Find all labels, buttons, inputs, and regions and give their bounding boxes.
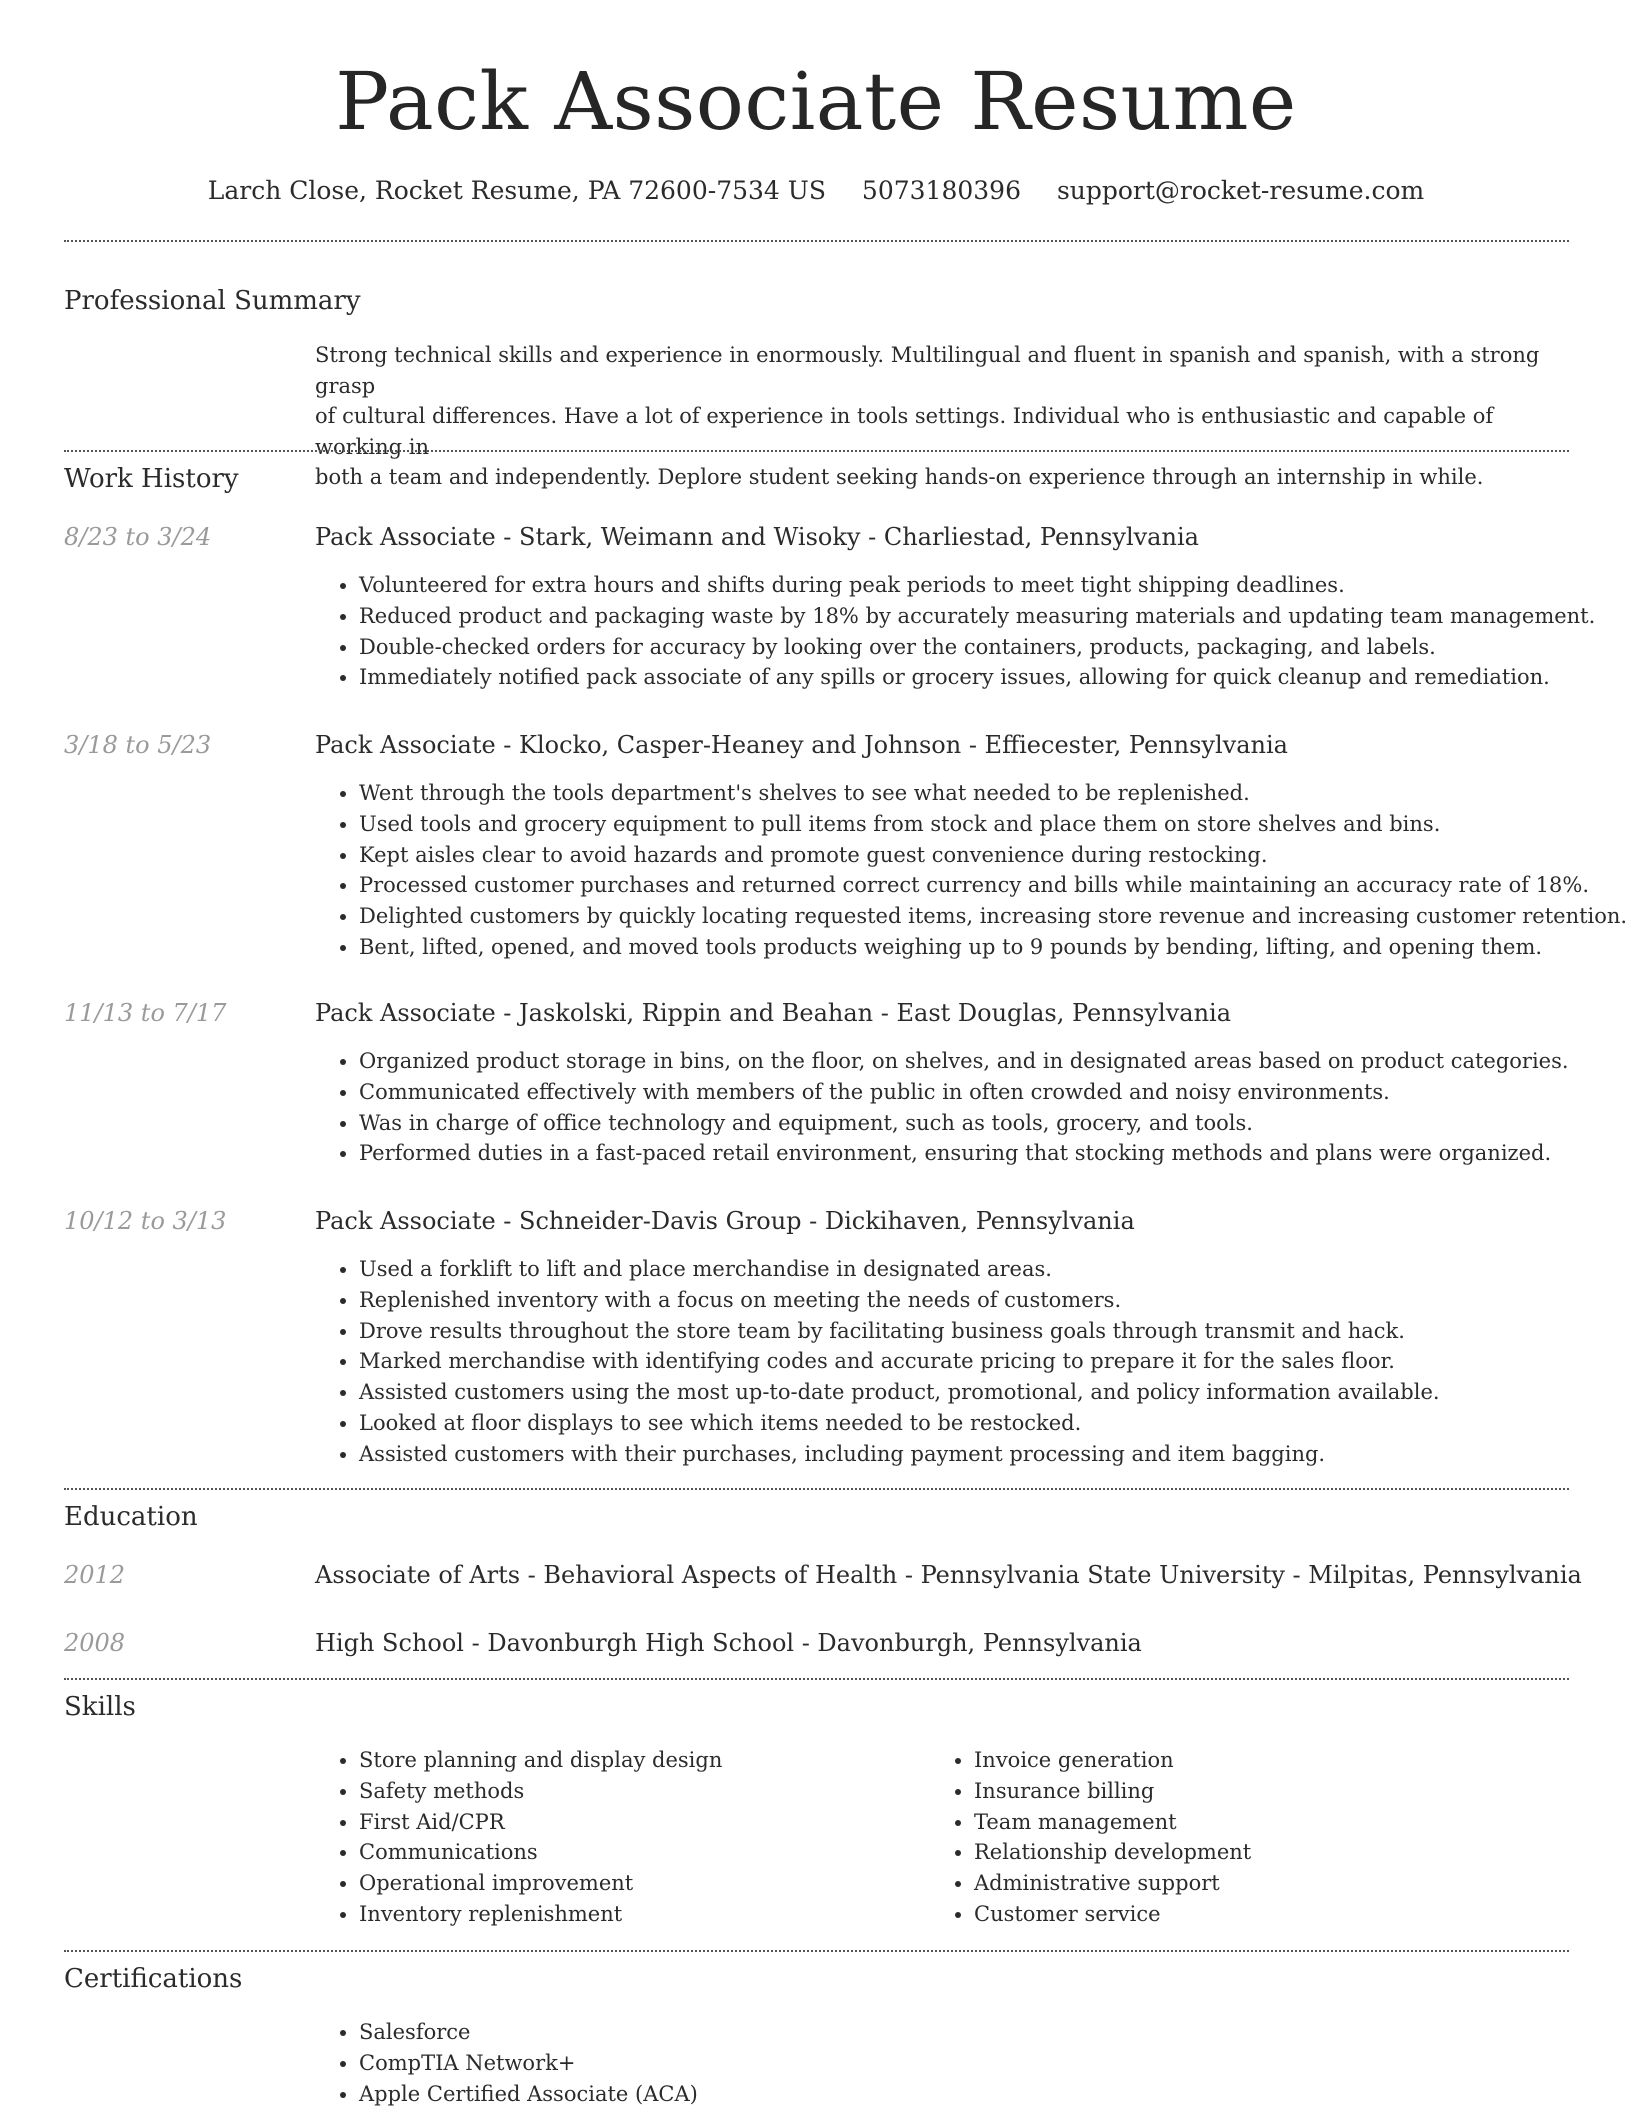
job-dates: 8/23 to 3/24: [64, 523, 212, 551]
summary-line: of cultural differences. Have a lot of experience in tools settings. Individual who is enthusiastic and capable of working in: [315, 404, 1494, 459]
job-bullets: [315, 778, 1627, 963]
divider: [64, 1488, 1569, 1490]
job-dates: 3/18 to 5/23: [64, 731, 212, 759]
job-title: Pack Associate - Klocko, Casper-Heaney and Johnson - Effiecester, Pennsylvania: [315, 731, 1288, 759]
skill-item: • Communications: [359, 1837, 722, 1868]
divider: [64, 450, 1569, 452]
job-bullet: • Volunteered for extra hours and shifts during peak periods to meet tight shipping deadlines.: [359, 570, 1595, 601]
resume-header: [0, 48, 1632, 208]
summary-text: [315, 340, 1575, 493]
skill-item: • Inventory replenishment: [359, 1899, 722, 1930]
certification-item: • CompTIA Network+: [359, 2048, 698, 2079]
section-title-summary: Professional Summary: [64, 286, 361, 316]
skill-item: • Invoice generation: [974, 1745, 1251, 1776]
job-bullet: • Drove results throughout the store team by facilitating business goals through transmit and hack.: [359, 1316, 1440, 1347]
job-bullet: • Used a forklift to lift and place merchandise in designated areas.: [359, 1254, 1440, 1285]
job-bullet: • Replenished inventory with a focus on meeting the needs of customers.: [359, 1285, 1440, 1316]
job-title: Pack Associate - Stark, Weimann and Wisoky - Charliestad, Pennsylvania: [315, 523, 1199, 551]
skill-item: • Team management: [974, 1807, 1251, 1838]
job-dates: 11/13 to 7/17: [64, 999, 227, 1027]
education-year: 2012: [64, 1561, 126, 1589]
skill-item: • Insurance billing: [974, 1776, 1251, 1807]
job-bullet: • Processed customer purchases and returned correct currency and bills while maintaining an accuracy rate of 18%.: [359, 870, 1627, 901]
certification-item: • Apple Certified Associate (ACA): [359, 2079, 698, 2110]
skills-list-right: [930, 1745, 1251, 1930]
job-bullet: • Immediately notified pack associate of any spills or grocery issues, allowing for quick cleanup and remediation.: [359, 662, 1595, 693]
job-bullet: • Went through the tools department's shelves to see what needed to be replenished.: [359, 778, 1627, 809]
job-bullet: • Bent, lifted, opened, and moved tools products weighing up to 9 pounds by bending, lifting, and opening them.: [359, 932, 1627, 963]
education-entry: Associate of Arts - Behavioral Aspects of Health - Pennsylvania State University - Milpitas, Pennsylvania: [315, 1561, 1582, 1589]
section-title-certifications: Certifications: [64, 1964, 243, 1994]
job-bullet: • Communicated effectively with members of the public in often crowded and noisy environments.: [359, 1077, 1569, 1108]
contact-email: support@rocket-resume.com: [1056, 176, 1425, 205]
skill-item: • Safety methods: [359, 1776, 722, 1807]
job-bullet: • Performed duties in a fast-paced retail environment, ensuring that stocking methods and plans were organized.: [359, 1138, 1569, 1169]
job-title: Pack Associate - Schneider-Davis Group - Dickihaven, Pennsylvania: [315, 1207, 1135, 1235]
skill-item: • First Aid/CPR: [359, 1807, 722, 1838]
summary-line: Strong technical skills and experience in enormously. Multilingual and fluent in spanish and spanish, with a strong grasp: [315, 343, 1540, 398]
divider: [64, 1950, 1569, 1952]
skills-list-left: [315, 1745, 722, 1930]
job-bullet: • Marked merchandise with identifying codes and accurate pricing to prepare it for the sales floor.: [359, 1346, 1440, 1377]
job-bullet: • Used tools and grocery equipment to pull items from stock and place them on store shelves and bins.: [359, 809, 1627, 840]
job-bullets: [315, 570, 1595, 693]
section-title-education: Education: [64, 1502, 198, 1532]
education-entry: High School - Davonburgh High School - Davonburgh, Pennsylvania: [315, 1629, 1142, 1657]
certifications-list: [315, 2017, 698, 2109]
job-title: Pack Associate - Jaskolski, Rippin and Beahan - East Douglas, Pennsylvania: [315, 999, 1232, 1027]
job-bullets: [315, 1046, 1569, 1169]
job-bullet: • Was in charge of office technology and equipment, such as tools, grocery, and tools.: [359, 1108, 1569, 1139]
job-bullet: • Looked at floor displays to see which items needed to be restocked.: [359, 1408, 1440, 1439]
skill-item: • Relationship development: [974, 1837, 1251, 1868]
contact-address: Larch Close, Rocket Resume, PA 72600-7534 US: [207, 176, 826, 205]
job-bullet: • Organized product storage in bins, on the floor, on shelves, and in designated areas based on product categories.: [359, 1046, 1569, 1077]
contact-phone: 5073180396: [861, 176, 1021, 205]
section-title-skills: Skills: [64, 1692, 136, 1722]
section-title-work-history: Work History: [64, 464, 239, 494]
job-bullet: • Reduced product and packaging waste by 18% by accurately measuring materials and updating team management.: [359, 601, 1595, 632]
contact-line: [0, 174, 1632, 208]
skill-item: • Customer service: [974, 1899, 1251, 1930]
skill-item: • Operational improvement: [359, 1868, 722, 1899]
job-bullet: • Kept aisles clear to avoid hazards and promote guest convenience during restocking.: [359, 840, 1627, 871]
job-bullet: • Assisted customers using the most up-to-date product, promotional, and policy information available.: [359, 1377, 1440, 1408]
divider: [64, 240, 1569, 242]
education-year: 2008: [64, 1629, 126, 1657]
certification-item: • Salesforce: [359, 2017, 698, 2048]
job-bullets: [315, 1254, 1440, 1470]
summary-line: both a team and independently. Deplore student seeking hands-on experience through an internship in while.: [315, 465, 1484, 489]
divider: [64, 1678, 1569, 1680]
job-bullet: • Assisted customers with their purchases, including payment processing and item bagging.: [359, 1439, 1440, 1470]
skill-item: • Store planning and display design: [359, 1745, 722, 1776]
job-bullet: • Double-checked orders for accuracy by looking over the containers, products, packaging, and labels.: [359, 632, 1595, 663]
skill-item: • Administrative support: [974, 1868, 1251, 1899]
job-dates: 10/12 to 3/13: [64, 1207, 227, 1235]
page-title: Pack Associate Resume: [335, 55, 1297, 148]
job-bullet: • Delighted customers by quickly locating requested items, increasing store revenue and increasing customer retention.: [359, 901, 1627, 932]
